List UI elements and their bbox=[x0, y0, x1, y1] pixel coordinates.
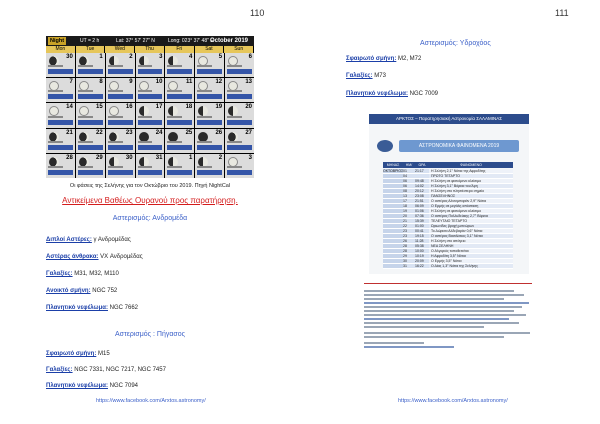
schedule-cell: Η Σελήνη σε φαινόμενο κλείσιμο bbox=[429, 209, 513, 214]
day-number: 11 bbox=[185, 79, 193, 86]
facebook-link[interactable]: https://www.facebook.com/Arxtos.astronomy/ bbox=[96, 398, 206, 404]
line-value: M15 bbox=[96, 351, 110, 357]
rise-set-bar bbox=[78, 69, 103, 74]
andromeda-line bbox=[46, 271, 119, 277]
latitude: Lat: 37° 57' 27" N bbox=[116, 38, 155, 44]
schedule-cell: 28 bbox=[403, 249, 415, 254]
calendar-day-cell bbox=[136, 129, 165, 153]
aquarius-heading: Αστερισμός: Υδροχόος bbox=[420, 40, 491, 47]
schedule-cell: Ο αστέρας Βασιλίσκος 3,1° Νότια bbox=[429, 234, 513, 239]
day-number: 27 bbox=[245, 129, 252, 136]
rise-set-bar bbox=[48, 145, 73, 150]
weekday-label: Fri bbox=[165, 46, 195, 53]
calendar-grid bbox=[46, 53, 254, 178]
day-number: 9 bbox=[129, 79, 133, 86]
schedule-cell: 19:15 bbox=[415, 234, 429, 239]
schedule-cell: 21 bbox=[403, 219, 415, 224]
calendar-day-cell bbox=[46, 78, 75, 102]
rise-set-bar bbox=[227, 145, 252, 150]
time-line bbox=[227, 116, 242, 118]
calendar-day-cell bbox=[165, 78, 194, 102]
weekday-label: Mon bbox=[46, 46, 76, 53]
day-number: 14 bbox=[66, 104, 73, 111]
schedule-cell: 23:08 bbox=[415, 194, 429, 199]
calendar-day-cell bbox=[225, 103, 254, 127]
moon-phase-calendar bbox=[46, 36, 254, 178]
rise-set-bar bbox=[138, 170, 163, 175]
time-line bbox=[108, 65, 123, 67]
schedule-cell: 10:19 bbox=[415, 254, 429, 259]
section-title: Αντικείμενα Βαθέως Ουρανού προς παρατήρηση. bbox=[62, 196, 238, 205]
time-line bbox=[167, 65, 182, 67]
time-line bbox=[108, 166, 123, 168]
time-line bbox=[48, 141, 63, 143]
andromeda-line bbox=[46, 237, 131, 243]
rise-set-bar bbox=[167, 120, 192, 125]
rise-set-bar bbox=[48, 170, 73, 175]
time-line bbox=[138, 90, 153, 92]
schedule-rows bbox=[383, 169, 513, 269]
schedule-table-header bbox=[383, 162, 513, 168]
line-key: Γαλαξίες: bbox=[346, 73, 373, 79]
line-key: Πλανητικό νεφέλωμα: bbox=[46, 305, 108, 311]
calendar-day-cell bbox=[225, 53, 254, 77]
day-number: 21 bbox=[66, 129, 73, 136]
calendar-day-cell bbox=[165, 103, 194, 127]
rise-set-bar bbox=[197, 120, 222, 125]
rise-set-bar bbox=[197, 145, 222, 150]
calendar-day-cell bbox=[106, 78, 135, 102]
col-header: ΩΡΑ bbox=[415, 162, 429, 168]
schedule-cell: Η Αφροδίτη 3,5° Νότια bbox=[429, 254, 513, 259]
line-key: Γαλαξίες: bbox=[46, 367, 73, 373]
schedule-cell: 01:06 bbox=[415, 209, 429, 214]
time-line bbox=[167, 166, 182, 168]
right-page bbox=[300, 0, 600, 424]
time-line bbox=[78, 65, 93, 67]
schedule-cell: 08 bbox=[403, 189, 415, 194]
rise-set-bar bbox=[197, 94, 222, 99]
schedule-cell: 16:22 bbox=[415, 264, 429, 269]
divider bbox=[364, 283, 532, 284]
time-line bbox=[138, 166, 153, 168]
line-value: NGC 7094 bbox=[107, 383, 138, 389]
schedule-cell: 09:48 bbox=[415, 179, 429, 184]
schedule-cell: 26 bbox=[403, 239, 415, 244]
day-number: 25 bbox=[185, 129, 193, 136]
schedule-cell: Η Σελήνη σε φαινόμενο κλείσιμο bbox=[429, 179, 513, 184]
aquarius-line bbox=[346, 73, 386, 79]
schedule-cell: 15:39 bbox=[415, 219, 429, 224]
time-line bbox=[138, 65, 153, 67]
day-number: 26 bbox=[215, 129, 223, 136]
schedule-cell: Η Σελήνη στο πλησιέστερο σημείο bbox=[429, 189, 513, 194]
schedule-cell: Ο Δίας 1,3° Νότια της Σελήνης bbox=[429, 264, 513, 269]
rise-set-bar bbox=[227, 69, 252, 74]
time-line bbox=[167, 116, 182, 118]
nightcal-badge: Night bbox=[50, 38, 65, 44]
page-number: 110 bbox=[250, 8, 265, 18]
day-number: 22 bbox=[96, 129, 103, 136]
telescope-logo-icon bbox=[377, 140, 393, 152]
weekday-label: Wed bbox=[105, 46, 135, 53]
time-line bbox=[108, 116, 123, 118]
schedule-cell: 01 bbox=[403, 169, 415, 174]
notes-block bbox=[364, 283, 532, 373]
line-value: NGC 7662 bbox=[107, 305, 138, 311]
day-number: 29 bbox=[96, 154, 103, 161]
day-number: 3 bbox=[248, 154, 252, 161]
calendar-day-cell bbox=[76, 78, 105, 102]
calendar-day-cell bbox=[225, 129, 254, 153]
calendar-day-cell bbox=[106, 129, 135, 153]
andromeda-line bbox=[46, 305, 138, 311]
day-number: 3 bbox=[159, 54, 163, 60]
weekday-label: Tue bbox=[76, 46, 106, 53]
time-line bbox=[138, 116, 153, 118]
rise-set-bar bbox=[138, 69, 163, 74]
day-number: 7 bbox=[69, 79, 73, 86]
line-key: Σφαιρωτό σμήνη: bbox=[346, 56, 397, 62]
day-number: 8 bbox=[99, 79, 103, 86]
pegasus-heading: Αστερισμός : Πήγασος bbox=[115, 331, 185, 338]
time-line bbox=[48, 166, 63, 168]
rise-set-bar bbox=[138, 120, 163, 125]
schedule-banner: ΑΣΤΡΟΝΟΜΙΚΑ ΦΑΙΝΟΜΕΝΑ 2019 bbox=[399, 140, 519, 152]
line-value: M31, M32, M110 bbox=[72, 271, 119, 277]
pegasus-line bbox=[46, 383, 138, 389]
calendar-day-cell bbox=[136, 78, 165, 102]
calendar-day-cell bbox=[136, 103, 165, 127]
schedule-cell: 20:12 bbox=[415, 189, 429, 194]
day-number: 19 bbox=[215, 104, 223, 111]
rise-set-bar bbox=[167, 69, 192, 74]
schedule-cell: 23 bbox=[403, 229, 415, 234]
day-number: 20 bbox=[245, 104, 252, 111]
calendar-day-cell bbox=[46, 129, 75, 153]
schedule-cell: 18 bbox=[403, 204, 415, 209]
schedule-cell: 05:38 bbox=[415, 244, 429, 249]
day-number: 4 bbox=[188, 54, 193, 60]
line-value: M2, M72 bbox=[396, 56, 422, 62]
schedule-cell: 17 bbox=[403, 199, 415, 204]
schedule-cell: 31 bbox=[403, 264, 415, 269]
rise-set-bar bbox=[167, 94, 192, 99]
pegasus-line bbox=[46, 367, 166, 373]
rise-set-bar bbox=[48, 120, 73, 125]
schedule-row bbox=[383, 264, 513, 269]
line-key: Σφαιρωτό σμήνη: bbox=[46, 351, 97, 357]
schedule-cell: 20:09 bbox=[415, 259, 429, 264]
events-schedule-image bbox=[369, 114, 529, 274]
schedule-cell: 14:02 bbox=[415, 184, 429, 189]
day-number: 1 bbox=[188, 154, 193, 161]
schedule-cell: ΠΡΩΤΟ ΤΕΤΑΡΤΟ bbox=[429, 174, 513, 179]
longitude: Long: 023° 37' 48" E bbox=[168, 38, 214, 44]
schedule-cell: 07:36 bbox=[415, 214, 429, 219]
andromeda-line bbox=[46, 288, 117, 294]
calendar-day-cell bbox=[195, 154, 224, 178]
calendar-day-cell bbox=[76, 129, 105, 153]
calendar-day-cell bbox=[195, 129, 224, 153]
calendar-caption: Οι φάσεις της Σελήνης για τον Οκτώβριο του 2019. Πηγή NightCal bbox=[69, 183, 231, 189]
calendar-day-cell bbox=[165, 53, 194, 77]
schedule-cell: Η Σελήνη 2,1° Νότια της Αφροδίτης bbox=[429, 169, 513, 174]
day-number: 10 bbox=[155, 79, 163, 86]
line-value: NGC 7331, NGC 7217, NGC 7457 bbox=[72, 367, 166, 373]
calendar-day-cell bbox=[136, 53, 165, 77]
day-number: 13 bbox=[245, 79, 252, 86]
weekday-label: Sat bbox=[195, 46, 225, 53]
day-number: 30 bbox=[125, 154, 133, 161]
andromeda-heading: Αστερισμός: Ανδρομέδα bbox=[112, 215, 188, 222]
calendar-day-cell bbox=[136, 154, 165, 178]
schedule-cell: ΟΚΤΩΒΡΙΟΣ bbox=[383, 169, 404, 173]
line-key: Πλανητικό νεφέλωμα: bbox=[46, 383, 108, 389]
time-line bbox=[78, 90, 93, 92]
day-number: 31 bbox=[155, 154, 163, 161]
calendar-day-cell bbox=[46, 154, 75, 178]
day-number: 2 bbox=[218, 154, 223, 161]
schedule-cell: Ο Ερμής 3,5° Νότια bbox=[429, 259, 513, 264]
schedule-cell: 00:41 bbox=[415, 229, 429, 234]
rise-set-bar bbox=[108, 94, 133, 99]
calendar-month: October 2019 bbox=[209, 38, 248, 44]
line-value: γ Ανδρομέδας bbox=[91, 237, 131, 243]
time-line bbox=[197, 116, 212, 118]
time-line bbox=[108, 90, 123, 92]
day-number: 17 bbox=[155, 104, 163, 111]
day-number: 24 bbox=[155, 129, 163, 136]
calendar-day-cell bbox=[165, 129, 194, 153]
calendar-day-cell bbox=[76, 103, 105, 127]
time-line bbox=[108, 141, 123, 143]
schedule-cell bbox=[383, 264, 403, 269]
rise-set-bar bbox=[227, 120, 252, 125]
schedule-header: ΑΡΚΤΟΣ – Παρατηρησιακή Αστρονομία ΣΑΛΑΜΙΝΑΣ bbox=[369, 114, 529, 124]
utc-offset: UT = 2 h bbox=[80, 38, 100, 44]
rise-set-bar bbox=[197, 69, 222, 74]
calendar-day-cell bbox=[46, 103, 75, 127]
day-number: 23 bbox=[125, 129, 133, 136]
time-line bbox=[167, 141, 182, 143]
calendar-day-cell bbox=[165, 154, 194, 178]
calendar-day-cell bbox=[225, 154, 254, 178]
schedule-cell: 10:00 bbox=[415, 249, 429, 254]
schedule-cell: 11:28 bbox=[415, 239, 429, 244]
schedule-cell: Η Σελήνη 3,1° Βόρεια του Άρη bbox=[429, 184, 513, 189]
rise-set-bar bbox=[138, 145, 163, 150]
schedule-cell: 20 bbox=[403, 214, 415, 219]
rise-set-bar bbox=[108, 69, 133, 74]
schedule-cell: 19 bbox=[403, 209, 415, 214]
schedule-cell: Το Δώρισα Αλδεβαράν 0,6° Νότια bbox=[429, 229, 513, 234]
rise-set-bar bbox=[78, 94, 103, 99]
schedule-cell: 21:17 bbox=[415, 169, 429, 174]
calendar-day-cell bbox=[106, 103, 135, 127]
andromeda-line bbox=[46, 254, 143, 260]
page-number: 111 bbox=[555, 8, 569, 18]
rise-set-bar bbox=[78, 170, 103, 175]
rise-set-bar bbox=[48, 94, 73, 99]
col-header: ΗΜ/ bbox=[403, 162, 415, 168]
line-key: Πλανητικό νεφέλωμα: bbox=[346, 91, 408, 97]
rise-set-bar bbox=[108, 170, 133, 175]
schedule-cell: 01:00 bbox=[415, 224, 429, 229]
calendar-day-cell bbox=[195, 78, 224, 102]
aquarius-line bbox=[346, 91, 438, 97]
schedule-cell: 06:09 bbox=[415, 204, 429, 209]
day-number: 1 bbox=[99, 54, 103, 60]
weekday-label: Thu bbox=[135, 46, 165, 53]
time-line bbox=[197, 65, 212, 67]
aquarius-line bbox=[346, 56, 421, 62]
schedule-cell: 22 bbox=[403, 224, 415, 229]
schedule-cell: 06 bbox=[403, 179, 415, 184]
time-line bbox=[48, 116, 63, 118]
col-header: ΜΗΝΑΣ bbox=[383, 162, 403, 168]
col-header: ΦΑΙΝΟΜΕΝΟ bbox=[429, 162, 513, 168]
rise-set-bar bbox=[197, 170, 222, 175]
time-line bbox=[138, 141, 153, 143]
rise-set-bar bbox=[227, 94, 252, 99]
rise-set-bar bbox=[167, 170, 192, 175]
schedule-cell: Ωριωνίδες βροχή μετεώρων bbox=[429, 224, 513, 229]
calendar-day-cell bbox=[106, 154, 135, 178]
weekday-row bbox=[46, 46, 254, 53]
schedule-cell: 04 bbox=[403, 174, 415, 179]
calendar-day-cell bbox=[46, 53, 75, 77]
facebook-link[interactable]: https://www.facebook.com/Arxtos.astronomy/ bbox=[398, 398, 508, 404]
line-key: Ανοικτό σμήνη: bbox=[46, 288, 91, 294]
schedule-cell: ΝΕΑ ΣΕΛΗΝΗ bbox=[429, 244, 513, 249]
day-number: 30 bbox=[66, 54, 73, 60]
time-line bbox=[78, 116, 93, 118]
schedule-cell: 29 bbox=[403, 254, 415, 259]
schedule-cell: Ο Ερμής σε μεγάλη απόσταση bbox=[429, 204, 513, 209]
line-value: NGC 7009 bbox=[407, 91, 438, 97]
time-line bbox=[227, 141, 242, 143]
calendar-day-cell bbox=[195, 53, 224, 77]
schedule-cell: Ο αστέρας Αλντεμπαράν 2,9° Νότια bbox=[429, 199, 513, 204]
rise-set-bar bbox=[108, 145, 133, 150]
day-number: 16 bbox=[125, 104, 133, 111]
day-number: 18 bbox=[185, 104, 193, 111]
rise-set-bar bbox=[108, 120, 133, 125]
schedule-cell: Η Σελήνη στο απόγειο bbox=[429, 239, 513, 244]
schedule-cell: 28 bbox=[403, 244, 415, 249]
calendar-day-cell bbox=[76, 53, 105, 77]
schedule-cell: Ο Αλγοριός τοποθετείται bbox=[429, 249, 513, 254]
time-line bbox=[78, 166, 93, 168]
line-key: Διπλοί Αστέρες: bbox=[46, 237, 92, 243]
schedule-cell: 23 bbox=[403, 234, 415, 239]
calendar-header bbox=[46, 36, 254, 46]
line-value: NGC 752 bbox=[90, 288, 118, 294]
time-line bbox=[197, 141, 212, 143]
day-number: 5 bbox=[218, 54, 223, 60]
calendar-day-cell bbox=[195, 103, 224, 127]
schedule-cell: 21:51 bbox=[415, 199, 429, 204]
rise-set-bar bbox=[138, 94, 163, 99]
time-line bbox=[167, 90, 182, 92]
time-line bbox=[227, 65, 242, 67]
pegasus-line bbox=[46, 351, 110, 357]
rise-set-bar bbox=[167, 145, 192, 150]
day-number: 2 bbox=[129, 54, 133, 60]
rise-set-bar bbox=[48, 69, 73, 74]
line-value: VX Ανδρομέδας bbox=[98, 254, 143, 260]
time-line bbox=[197, 166, 212, 168]
day-number: 15 bbox=[96, 104, 103, 111]
schedule-cell: 06 bbox=[403, 184, 415, 189]
line-key: Αστέρας άνθρακα: bbox=[46, 254, 99, 260]
time-line bbox=[227, 90, 242, 92]
rise-set-bar bbox=[227, 170, 252, 175]
schedule-cell: Ο αστέρας Πολλυδεύκης 2,7° Βόρεια bbox=[429, 214, 513, 219]
line-value: M73 bbox=[372, 73, 386, 79]
weekday-label: Sun bbox=[224, 46, 254, 53]
calendar-day-cell bbox=[225, 78, 254, 102]
day-number: 6 bbox=[248, 54, 252, 60]
time-line bbox=[48, 65, 63, 67]
schedule-cell: ΤΕΛΕΥΤΑΙΟ ΤΕΤΑΡΤΟ bbox=[429, 219, 513, 224]
calendar-day-cell bbox=[106, 53, 135, 77]
day-number: 28 bbox=[66, 154, 73, 161]
rise-set-bar bbox=[78, 145, 103, 150]
day-number: 12 bbox=[215, 79, 223, 86]
calendar-day-cell bbox=[76, 154, 105, 178]
schedule-cell: 30 bbox=[403, 259, 415, 264]
schedule-cell: 13 bbox=[403, 194, 415, 199]
time-line bbox=[227, 166, 242, 168]
time-line bbox=[48, 90, 63, 92]
time-line bbox=[197, 90, 212, 92]
rise-set-bar bbox=[78, 120, 103, 125]
schedule-cell: ΠΑΝΣΕΛΗΝΟΣ bbox=[429, 194, 513, 199]
time-line bbox=[78, 141, 93, 143]
line-key: Γαλαξίες: bbox=[46, 271, 73, 277]
